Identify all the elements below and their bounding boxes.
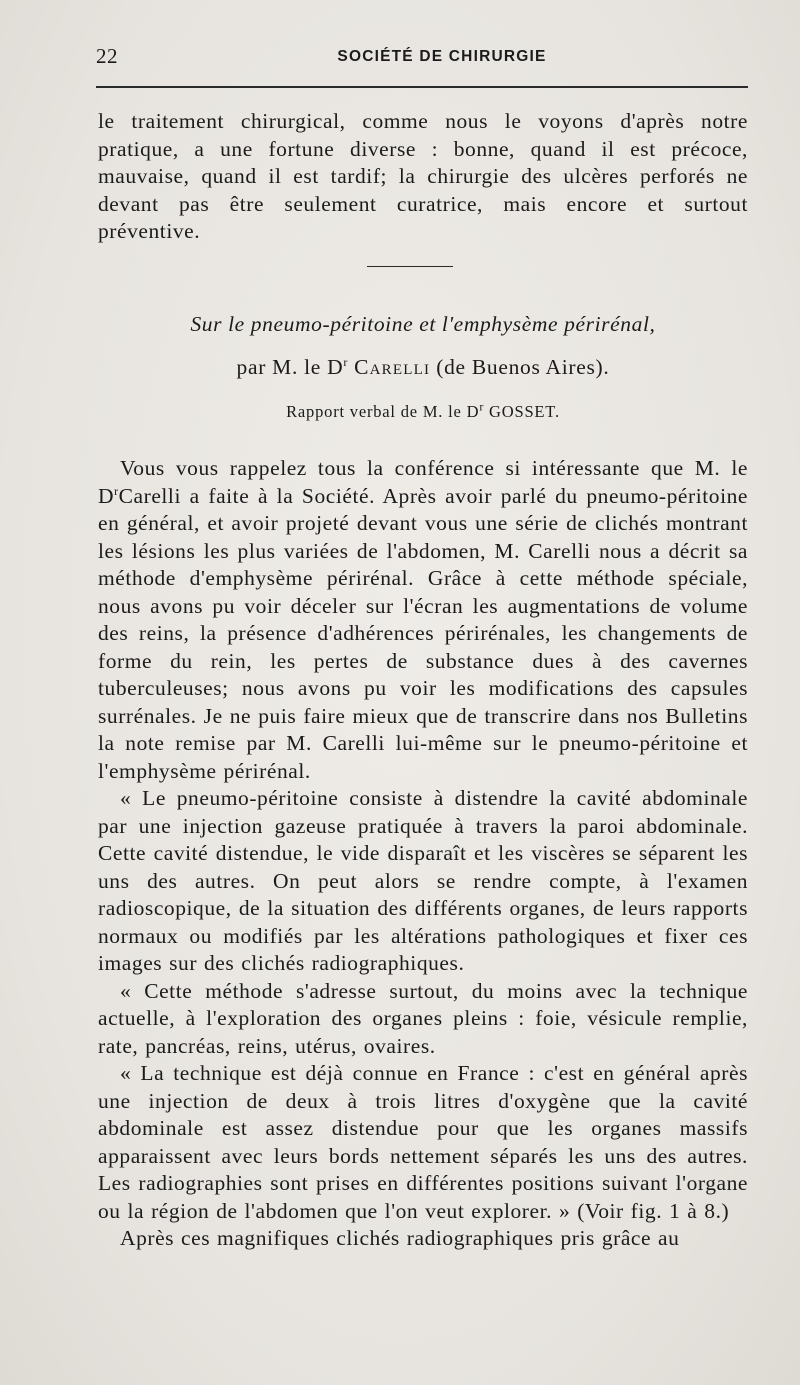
p1-part-b: Carelli a faite à la Société. Après avoir parlé du pneumo-péritoine en général, et avoir projeté devant vous une série de clichés montrant les lésions les plus variées de l'abdomen, M. Carelli nous a décrit sa méthode d'emphysème périrénal. Grâce à cette méthode spéciale, nous avons pu voir déceler sur l'écran les augmentations de volume des reins, la présence d'adhérences périrénales, les changements de forme du rein, les pertes de substance dues à des cavernes tuberculeuses; nous avons pu voir les modifications des capsules surrénales. Je ne puis faire mieux que de transcrire dans nos Bulletins la note remise par M. Carelli lui-même sur le pneumo-péritoine et l'emphysème périrénal. [98, 483, 748, 783]
header-rule [96, 86, 748, 88]
author-prefix: par M. le D [236, 355, 344, 379]
page-header [96, 44, 748, 74]
body-text [98, 455, 748, 1253]
report-prefix: Rapport verbal de M. le D [286, 402, 480, 421]
body-paragraph-2: « Le pneumo-péritoine consiste à distendre la cavité abdominale par une injection gazeuse pratiquée à travers la paroi abdominale. Cette cavité distendue, le vide disparaît et les viscères se séparent les uns des autres. On peut alors se rendre compte, à l'examen radioscopique, de la situation des différents organes, de leurs rapports normaux ou modifiés par les altérations pathologiques et fixer ces images sur des clichés radiographiques. [98, 786, 748, 975]
p1-sup: r [114, 483, 119, 498]
p1-part-a: Vous vous rappelez tous la conférence si intéressante que M. le D [98, 456, 748, 508]
author-suffix: (de Buenos Aires). [436, 355, 610, 379]
section-divider [367, 266, 453, 267]
intro-paragraph-block [98, 108, 748, 246]
author-line [98, 355, 748, 380]
report-sup: r [479, 399, 485, 414]
author-name: Carelli [354, 355, 431, 379]
report-line [98, 399, 748, 422]
body-paragraph-5: Après ces magnifiques clichés radiographiques pris grâce au [120, 1226, 680, 1250]
intro-paragraph: le traitement chirurgical, comme nous le voyons d'après notre pratique, a une fortune diverse : bonne, quand il est précoce, mauvaise, quand il est tardif; la chirurgie des ulcères perforés ne devant pas être seulement curatrice, mais encore et surtout préventive. [98, 109, 748, 243]
page-number: 22 [96, 44, 118, 68]
body-paragraph-3: « Cette méthode s'adresse surtout, du moins avec la technique actuelle, à l'exploration des organes pleins : foie, vésicule remplie, rate, pancréas, reins, utérus, ovaires. [98, 978, 748, 1058]
running-head: SOCIÉTÉ DE CHIRURGIE [337, 48, 547, 65]
body-paragraph-4: « La technique est déjà connue en France : c'est en général après une injection de deux à trois litres d'oxygène que la cavité abdominale est assez distendue pour que les organes massifs apparaissent avec leurs bords nettement séparés les uns des autres. Les radiographies sont prises en différentes positions suivant l'organe ou la région de l'abdomen que l'on veut explorer. » (Voir fig. 1 à 8.) [98, 1061, 748, 1223]
article-title: Sur le pneumo-péritoine et l'emphysème périrénal, [190, 312, 656, 336]
report-name: GOSSET. [489, 402, 560, 421]
body-paragraph-1 [98, 455, 748, 785]
author-sup: r [343, 354, 349, 369]
